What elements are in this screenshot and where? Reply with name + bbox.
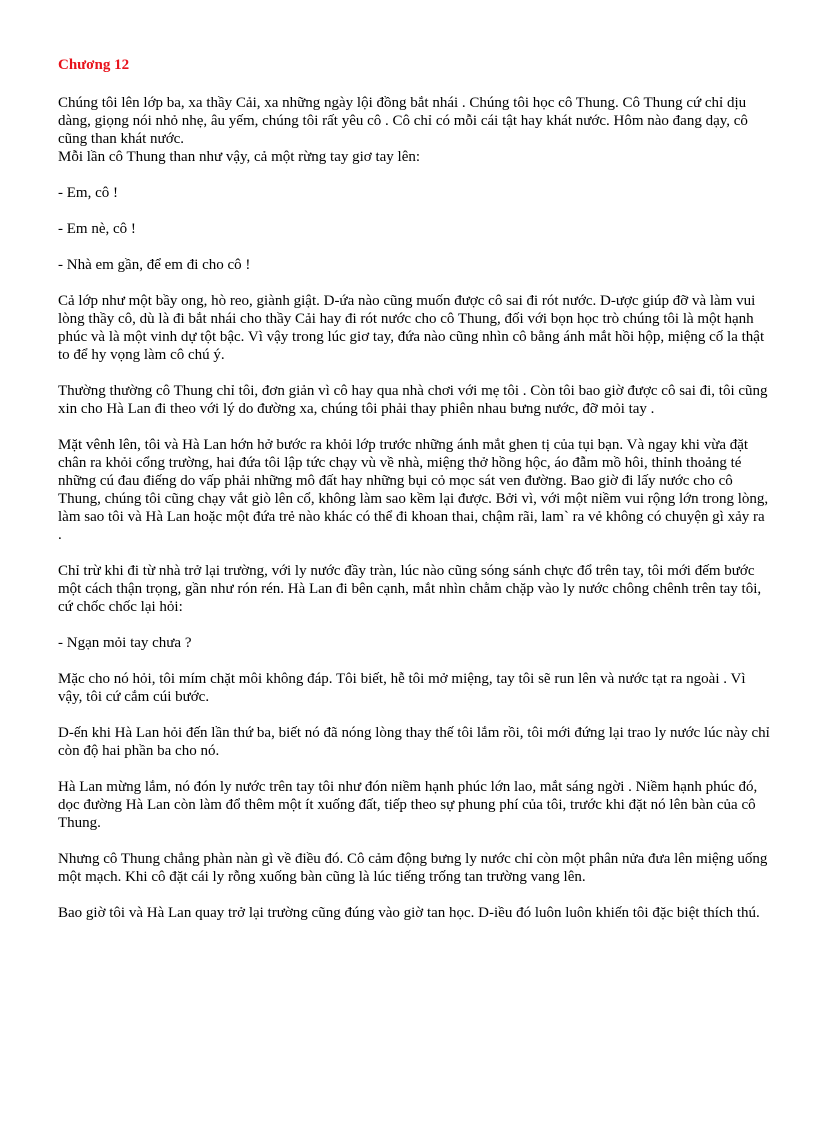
paragraph-4: Thường thường cô Thung chỉ tôi, đơn giản vì cô hay qua nhà chơi với mẹ tôi . Còn tôi bao giờ được cô sai đi, tôi cũng xin cho Hà Lan đi theo với lý do đường xa, chúng tôi phải thay phiên nhau bưng nước, đỡ mỏi tay . [58, 383, 768, 417]
chapter-title: Chương 12 [58, 57, 130, 73]
dialogue-line-3: - Nhà em gần, để em đi cho cô ! [58, 257, 251, 273]
paragraph-6: Chỉ trừ khi đi từ nhà trở lại trường, với ly nước đầy tràn, lúc nào cũng sóng sánh chực đổ trên tay, tôi mới đếm bước một cách thận trọng, gần như rón rén. Hà Lan đi bên cạnh, mắt nhìn chằm chặp vào ly nước chông chênh trên tay tôi, cứ chốc chốc lại hỏi: [58, 563, 762, 615]
paragraph-1: Chúng tôi lên lớp ba, xa thầy Cải, xa những ngày lội đồng bắt nhái . Chúng tôi học cô Thung. Cô Thung cứ chỉ dịu dàng, giọng nói nhỏ nhẹ, âu yếm, chúng tôi rất yêu cô . Cô chỉ có mỗi cái tật hay khát nước. Hôm nào đang dạy, cô cũng than khát nước. [58, 95, 748, 147]
paragraph-5: Mặt vênh lên, tôi và Hà Lan hớn hở bước ra khỏi lớp trước những ánh mắt ghen tị của tụi bạn. Và ngay khi vừa đặt chân ra khỏi cổng trường, hai đứa tôi lập tức chạy vù về nhà, miệng thở hồng hộc, áo đẫm mồ hôi, thỉnh thoảng té những cú đau điếng do vấp phải những mô đất hay những bụi cỏ mọc sát ven đường. Bao giờ đi lấy nước cho cô Thung, chúng tôi cũng chạy vắt giò lên cổ, không làm sao kềm lại được. Bởi vì, với một niềm vui rộng lớn trong lòng, làm sao tôi và Hà Lan hoặc một đứa trẻ nào khác có thể đi khoan thai, chậm rãi, lam` ra vẻ không có chuyện gì xảy ra . [58, 437, 769, 543]
document-page [58, 56, 770, 922]
dialogue-line-4: - Ngạn mỏi tay chưa ? [58, 635, 192, 651]
dialogue-line-1: - Em, cô ! [58, 185, 118, 201]
paragraph-7: Mặc cho nó hỏi, tôi mím chặt môi không đáp. Tôi biết, hễ tôi mở miệng, tay tôi sẽ run lên và nước tạt ra ngoài . Vì vậy, tôi cứ cắm cúi bước. [58, 671, 746, 705]
paragraph-3: Cả lớp như một bầy ong, hò reo, giành giật. D-ứa nào cũng muốn được cô sai đi rót nước. D-ược giúp đỡ và làm vui lòng thầy cô, dù là đi bắt nhái cho thầy Cải hay đi rót nước cho cô Thung, đối với bọn học trò chúng tôi là một hạnh phúc và là một vinh dự tột bậc. Vì vậy trong lúc giơ tay, đứa nào cũng nhìn cô bằng ánh mắt hồi hộp, miệng cố la thật to để hy vọng làm cô chú ý. [58, 293, 765, 363]
paragraph-2: Mỗi lần cô Thung than như vậy, cả một rừng tay giơ tay lên: [58, 149, 421, 165]
paragraph-10: Nhưng cô Thung chẳng phàn nàn gì về điều đó. Cô cảm động bưng ly nước chỉ còn một phân nửa đưa lên miệng uống một mạch. Khi cô đặt cái ly rỗng xuống bàn cũng là lúc tiếng trống tan trường vang lên. [58, 851, 768, 885]
paragraph-9: Hà Lan mừng lắm, nó đón ly nước trên tay tôi như đón niềm hạnh phúc lớn lao, mắt sáng ngời . Niềm hạnh phúc đó, dọc đường Hà Lan còn làm đổ thêm một ít xuống đất, tiếp theo sự phung phí của tôi, trước khi đặt nó lên bàn của cô Thung. [58, 779, 758, 831]
paragraph-8: D-ến khi Hà Lan hỏi đến lần thứ ba, biết nó đã nóng lòng thay thế tôi lắm rồi, tôi mới đứng lại trao ly nước lúc này chỉ còn độ hai phần ba cho nó. [58, 725, 770, 759]
dialogue-line-2: - Em nè, cô ! [58, 221, 136, 237]
paragraph-11: Bao giờ tôi và Hà Lan quay trở lại trường cũng đúng vào giờ tan học. D-iều đó luôn luôn khiến tôi đặc biệt thích thú. [58, 905, 760, 921]
